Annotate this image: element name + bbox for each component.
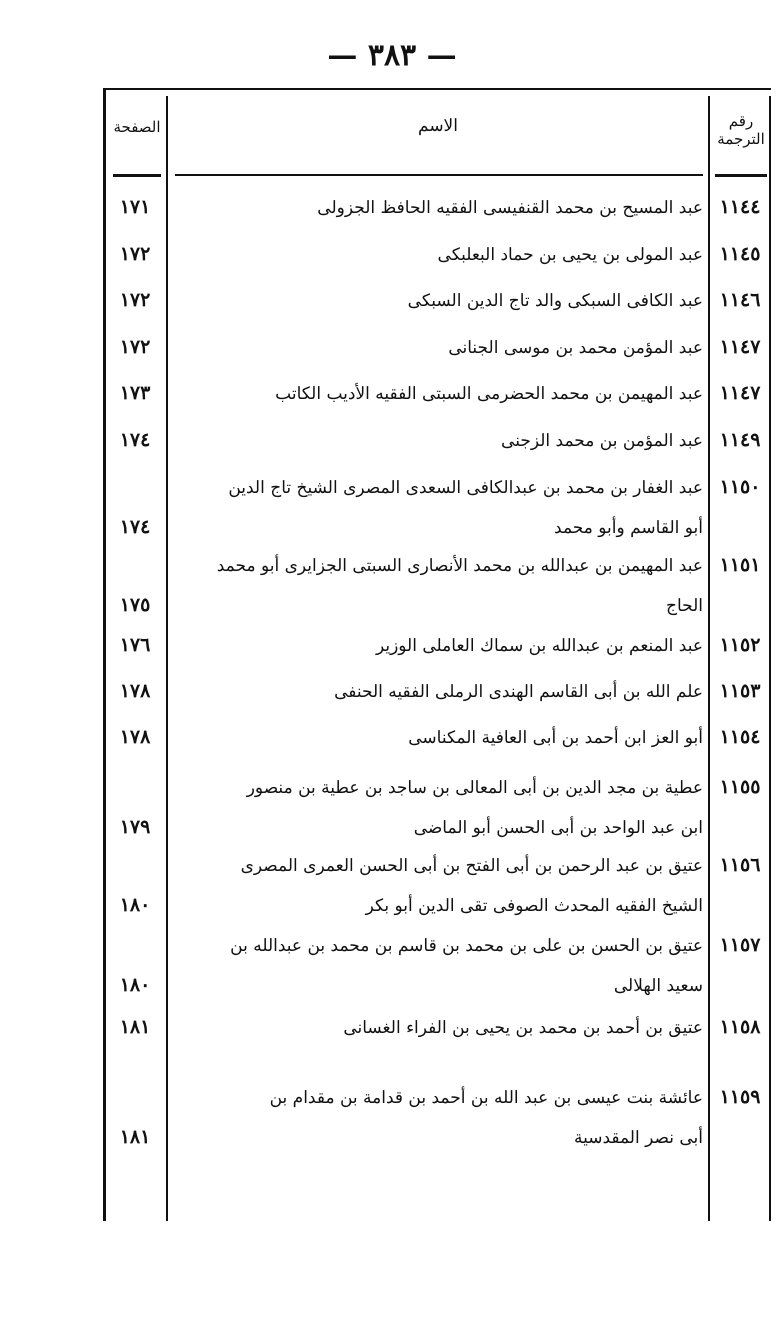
entry-name xyxy=(173,926,703,1006)
entry-name-line: عبد المهيمن بن عبدالله بن محمد الأنصارى السبتى الجزايرى أبو محمد xyxy=(216,556,703,576)
entry-name-line: عبد المولى بن يحيى بن حماد البعلبكى xyxy=(437,245,703,265)
entry-name-line: أبو العز ابن أحمد بن أبى العافية المكناسى xyxy=(408,728,703,748)
entry-name xyxy=(173,546,703,626)
entry-number: ١١٤٦ xyxy=(719,289,761,311)
entry-name xyxy=(173,328,703,368)
entry-name xyxy=(173,626,703,666)
entry-name xyxy=(173,718,703,758)
entry-name-line: عطية بن مجد الدين بن أبى المعالى بن ساجد بن عطية بن منصور xyxy=(246,778,703,798)
entry-number: ١١٤٩ xyxy=(719,429,761,451)
entry-page: ١٧٥ xyxy=(119,594,151,616)
entry-number: ١١٥٠ xyxy=(719,476,761,498)
entry-name-line: عتيق بن عبد الرحمن بن أبى الفتح بن أبى الحسن العمرى المصرى xyxy=(240,856,703,876)
header-rule xyxy=(175,174,703,176)
entry-page: ١٧٨ xyxy=(119,680,151,702)
entry-number: ١١٤٤ xyxy=(719,196,761,218)
header-page: الصفحة xyxy=(113,118,161,136)
entry-name-line: عبد المسيح بن محمد القنفيسى الفقيه الحافظ الجزولى xyxy=(317,198,703,218)
entry-name xyxy=(173,672,703,712)
entry-name xyxy=(173,421,703,461)
entry-page: ١٧٤ xyxy=(119,429,151,451)
entry-page: ١٨١ xyxy=(119,1126,151,1148)
entry-number: ١١٤٧ xyxy=(719,382,761,404)
entry-number: ١١٥١ xyxy=(719,554,761,576)
entry-name xyxy=(173,1008,703,1048)
entry-page: ١٧١ xyxy=(119,196,151,218)
entry-name xyxy=(173,374,703,414)
entry-name-line: الشيخ الفقيه المحدث الصوفى تقى الدين أبو بكر xyxy=(365,896,703,916)
column-divider-number xyxy=(708,96,710,1221)
entry-name-line: ابن عبد الواحد بن أبى الحسن أبو الماضى xyxy=(413,818,703,838)
entry-number: ١١٥٣ xyxy=(719,680,761,702)
entry-page: ١٨١ xyxy=(119,1016,151,1038)
entry-page: ١٧٣ xyxy=(119,382,151,404)
entry-name-line: عبد المنعم بن عبدالله بن سماك العاملى الوزير xyxy=(375,636,703,656)
entry-name-line: علم الله بن أبى القاسم الهندى الرملى الفقيه الحنفى xyxy=(334,682,703,702)
entry-name-line: الحاج xyxy=(665,596,703,616)
entry-name-line: أبو القاسم وأبو محمد xyxy=(554,518,703,538)
entry-page: ١٧٦ xyxy=(119,634,151,656)
entry-page: ١٧٨ xyxy=(119,726,151,748)
table-top-border xyxy=(103,88,771,90)
entry-page: ١٧٢ xyxy=(119,289,151,311)
index-table xyxy=(103,88,771,1221)
entry-name xyxy=(173,188,703,228)
entry-name-line: عبد الغفار بن محمد بن عبدالكافى السعدى المصرى الشيخ تاج الدين xyxy=(228,478,703,498)
entry-page: ١٨٠ xyxy=(119,894,151,916)
table-left-border xyxy=(103,88,106,1221)
entry-name xyxy=(173,846,703,926)
entry-name xyxy=(173,281,703,321)
header-name: الاسم xyxy=(418,116,458,136)
column-divider-page xyxy=(166,96,168,1221)
table-right-border xyxy=(769,96,771,1221)
entry-number: ١١٥٨ xyxy=(719,1016,761,1038)
entry-name-line: عبد المهيمن بن محمد الحضرمى السبتى الفقيه الأديب الكاتب xyxy=(275,384,703,404)
entry-number: ١١٥٥ xyxy=(719,776,761,798)
entry-name-line: عتيق بن الحسن بن على بن محمد بن قاسم بن محمد بن عبدالله بن xyxy=(230,936,703,956)
entry-number: ١١٤٧ xyxy=(719,336,761,358)
entry-name-line: عبد المؤمن محمد بن موسى الجنانى xyxy=(448,338,703,358)
entry-name xyxy=(173,468,703,548)
entry-number: ١١٥٩ xyxy=(719,1086,761,1108)
entry-name-line: عائشة بنت عيسى بن عبد الله بن أحمد بن قدامة بن مقدام بن xyxy=(269,1088,703,1108)
entry-name-line: عبد المؤمن بن محمد الزجنى xyxy=(501,431,703,451)
entry-name-line: عبد الكافى السبكى والد تاج الدين السبكى xyxy=(407,291,703,311)
entry-number: ١١٥٦ xyxy=(719,854,761,876)
header-rule xyxy=(113,174,161,177)
entry-page: ١٧٢ xyxy=(119,243,151,265)
entry-name-line: سعيد الهلالى xyxy=(613,976,703,996)
entry-name xyxy=(173,1078,703,1158)
header-rule xyxy=(715,174,767,177)
entry-name xyxy=(173,768,703,848)
entry-page: ١٧٢ xyxy=(119,336,151,358)
entry-page: ١٨٠ xyxy=(119,974,151,996)
page-number: — ٣٨٣ — xyxy=(327,38,457,73)
entry-number: ١١٥٢ xyxy=(719,634,761,656)
entry-name-line: عتيق بن أحمد بن محمد بن يحيى بن الفراء الغسانى xyxy=(343,1018,703,1038)
entry-name-line: أبى نصر المقدسية xyxy=(573,1128,703,1148)
entry-page: ١٧٤ xyxy=(119,516,151,538)
entry-number: ١١٥٧ xyxy=(719,934,761,956)
entry-number: ١١٥٤ xyxy=(719,726,761,748)
entry-number: ١١٤٥ xyxy=(719,243,761,265)
header-entry-number: رقم الترجمة xyxy=(717,112,765,148)
entry-name xyxy=(173,235,703,275)
entry-page: ١٧٩ xyxy=(119,816,151,838)
